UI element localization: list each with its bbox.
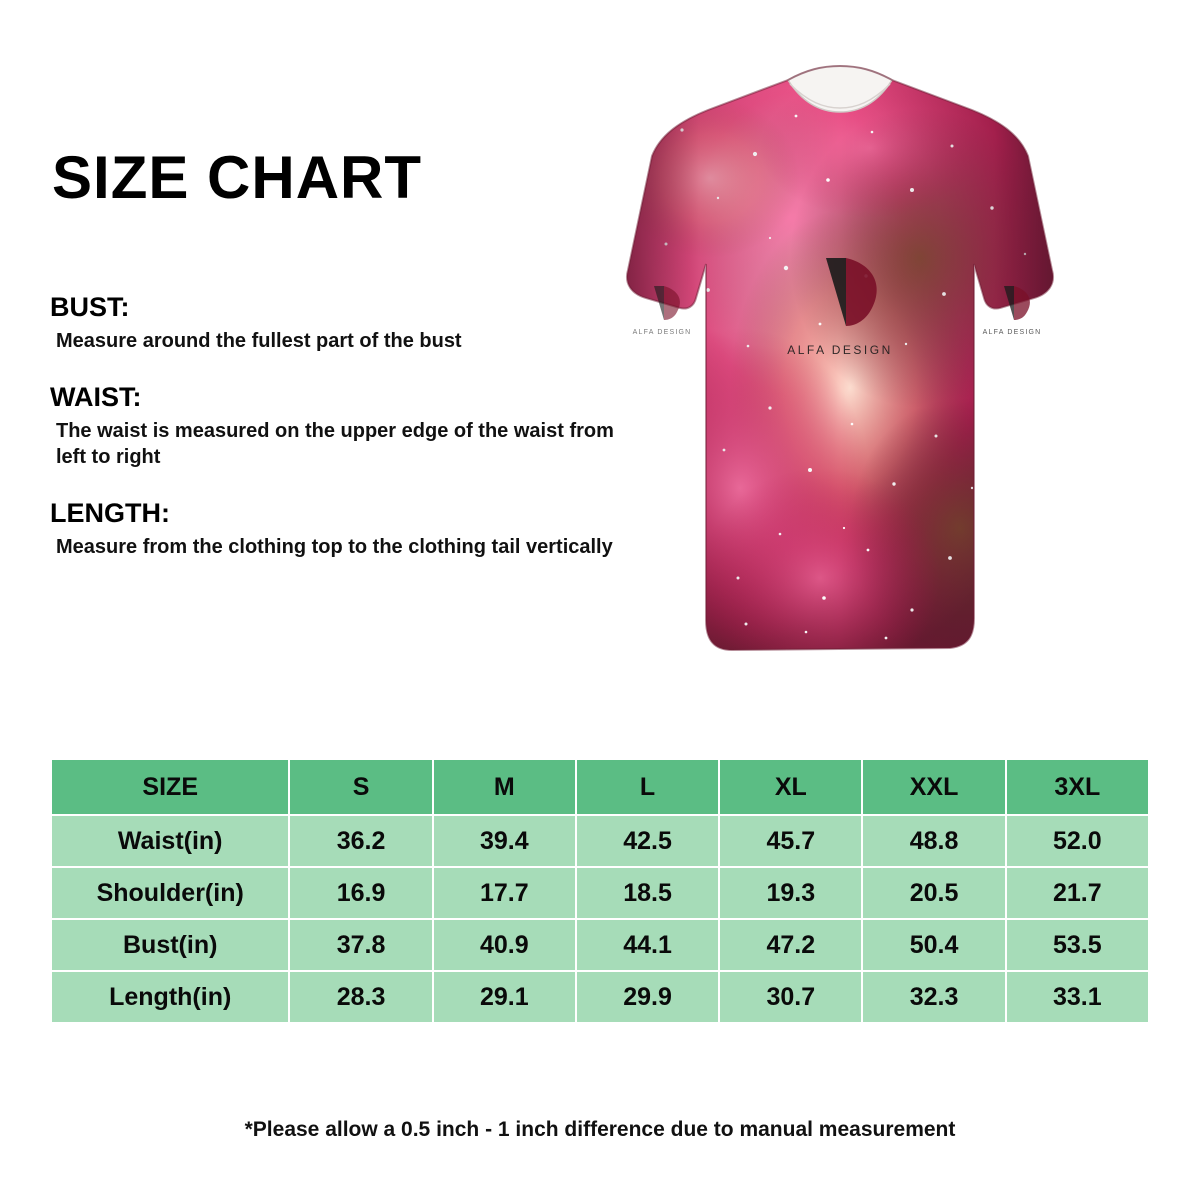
table-cell: 32.3	[862, 971, 1005, 1023]
size-table	[50, 758, 1150, 1024]
instruction-length	[50, 498, 630, 560]
table-cell: 20.5	[862, 867, 1005, 919]
instruction-description: The waist is measured on the upper edge of the waist from left to right	[56, 420, 614, 469]
table-header-cell: XXL	[862, 759, 1005, 815]
table-header-cell: SIZE	[51, 759, 289, 815]
table-cell: 16.9	[289, 867, 432, 919]
instruction-term: LENGTH:	[50, 498, 170, 529]
table-header-cell: 3XL	[1006, 759, 1149, 815]
table-cell: 52.0	[1006, 815, 1149, 867]
table-row	[51, 971, 1149, 1023]
row-label: Waist(in)	[51, 815, 289, 867]
product-image	[620, 58, 1060, 678]
table-row	[51, 867, 1149, 919]
table-cell: 29.9	[576, 971, 719, 1023]
table-cell: 19.3	[719, 867, 862, 919]
instruction-bust	[50, 292, 630, 354]
measurement-disclaimer: *Please allow a 0.5 inch - 1 inch difference due to manual measurement	[244, 1118, 956, 1141]
table-cell: 44.1	[576, 919, 719, 971]
chest-logo-text: ALFA DESIGN	[787, 343, 893, 357]
instruction-description: Measure around the fullest part of the bust	[56, 330, 462, 353]
table-header-row	[51, 759, 1149, 815]
row-label: Length(in)	[51, 971, 289, 1023]
table-cell: 39.4	[433, 815, 576, 867]
table-cell: 40.9	[433, 919, 576, 971]
measurement-instructions	[50, 292, 630, 588]
table-header-cell: XL	[719, 759, 862, 815]
table-cell: 29.1	[433, 971, 576, 1023]
instruction-term: WAIST:	[50, 382, 142, 413]
shirt-body	[620, 58, 1060, 678]
tshirt-illustration	[620, 58, 1060, 678]
table-cell: 18.5	[576, 867, 719, 919]
svg-text:ALFA DESIGN: ALFA DESIGN	[632, 329, 692, 336]
table-cell: 42.5	[576, 815, 719, 867]
row-label: Bust(in)	[51, 919, 289, 971]
table-cell: 28.3	[289, 971, 432, 1023]
table-row	[51, 919, 1149, 971]
table-header-cell: M	[433, 759, 576, 815]
row-label: Shoulder(in)	[51, 867, 289, 919]
table-row	[51, 815, 1149, 867]
table-cell: 17.7	[433, 867, 576, 919]
table-header-cell: S	[289, 759, 432, 815]
table-cell: 48.8	[862, 815, 1005, 867]
svg-text:ALFA DESIGN: ALFA DESIGN	[982, 329, 1042, 336]
table-cell: 37.8	[289, 919, 432, 971]
instruction-term: BUST:	[50, 292, 130, 322]
page-title: SIZE CHART	[52, 144, 422, 211]
table-cell: 45.7	[719, 815, 862, 867]
instruction-description: Measure from the clothing top to the clothing tail vertically	[56, 536, 613, 559]
table-cell: 47.2	[719, 919, 862, 971]
table-cell: 21.7	[1006, 867, 1149, 919]
table-cell: 33.1	[1006, 971, 1149, 1023]
table-cell: 53.5	[1006, 919, 1149, 971]
instruction-waist	[50, 382, 630, 470]
table-header-cell: L	[576, 759, 719, 815]
table-cell: 50.4	[862, 919, 1005, 971]
table-cell: 30.7	[719, 971, 862, 1023]
table-cell: 36.2	[289, 815, 432, 867]
